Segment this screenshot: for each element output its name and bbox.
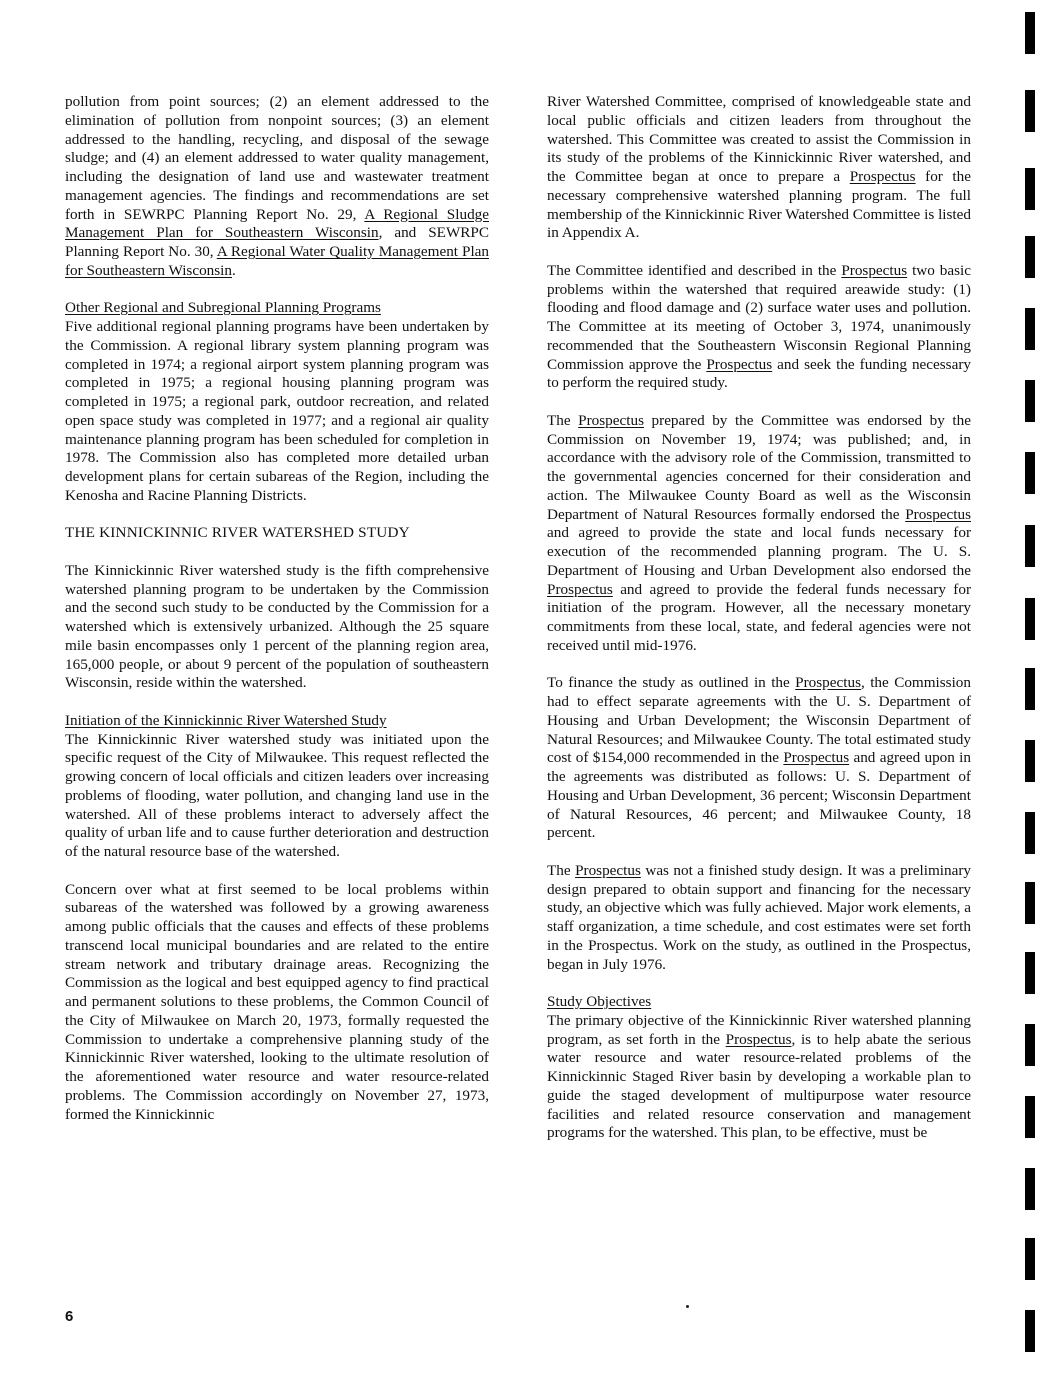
paragraph-identified: The Committee identified and described in the Prospectus two basic problems within the watershed that required areawide study: (1) flooding and flood damage and (2) surface water uses and pollution. The Committee at its meeting of October 3, 1974, unanimously recommended that the Southeastern Wisconsin Regional Planning Commission approve the Prospectus and seek the funding necessary to perform the required study. bbox=[547, 261, 971, 392]
paragraph-design: The Prospectus was not a finished study design. It was a preliminary design prepared to obtain support and financing for the necessary study, an objective which was fully achieved. Major work elements, a staff organization, a time schedule, and cost estimates were set forth in the Prospectus. Work on the study, as outlined in the Prospectus, began in July 1976. bbox=[547, 861, 971, 973]
objectives-heading: Study Objectives bbox=[547, 993, 652, 1010]
binding-mark bbox=[1025, 598, 1035, 640]
report-30-title: A Regional Water Quality Management Plan for Southeastern Wisconsin bbox=[65, 243, 489, 279]
other-programs-heading: Other Regional and Subregional Planning Programs bbox=[65, 299, 381, 317]
binding-mark bbox=[1025, 1096, 1035, 1138]
binding-mark bbox=[1025, 1024, 1035, 1066]
prospectus-ref: Prospectus bbox=[725, 1030, 792, 1048]
binding-mark bbox=[1025, 380, 1035, 422]
paragraph-prepared: The Prospectus prepared by the Committee was endorsed by the Commission on November 19, 1974; was published; and, in accordance with the advisory role of the Commission, transmitted to the governmental agencies concerned for their consideration and action. The Milwaukee County Board as well as the Wisconsin Department of Natural Resources formally endorsed the Prospectus and agreed to provide the state and local funds necessary for execution of the recommended planning program. The U. S. Department of Housing and Urban Development also endorsed the Prospectus and agreed to provide the federal funds necessary for initiation of the program. However, all the necessary monetary commitments from these local, state, and federal agencies were not received until mid-1976. bbox=[547, 411, 971, 654]
paragraph-regional-plans: pollution from point sources; (2) an element addressed to the elimination of pollution from nonpoint sources; (3) an element addressed to the handling, recycling, and disposal of the sewage sludge; and (4) an element addressed to water quality management, including the designation of land use and wastewater treatment management agencies. The findings and recommendations are set forth in SEWRPC Planning Report No. 29, A Regional Sludge Management Plan for Southeastern Wisconsin, and SEWRPC Planning Report No. 30, A Regional Water Quality Management Plan for Southeastern Wisconsin. bbox=[65, 93, 489, 279]
section-title: THE KINNICKINNIC RIVER WATERSHED STUDY bbox=[65, 524, 410, 542]
binding-mark bbox=[1025, 168, 1035, 210]
speck-mark bbox=[686, 1305, 689, 1308]
prospectus-ref: Prospectus bbox=[575, 861, 641, 879]
prospectus-ref: Prospectus bbox=[783, 749, 850, 767]
binding-mark bbox=[1025, 882, 1035, 924]
binding-mark bbox=[1025, 1168, 1035, 1210]
initiation-heading: Initiation of the Kinnickinnic River Watershed Study bbox=[65, 711, 387, 729]
page-number: 6 bbox=[65, 1308, 74, 1325]
paragraph-committee: River Watershed Committee, comprised of knowledgeable state and local public officials and citizen leaders from throughout the watershed. This Committee was created to assist the Commission in its study of the problems of the Kinnickinnic River watershed, and the Committee began at once to prepare a Prospectus for the necessary comprehensive watershed planning program. The full membership of the Kinnickinnic River Watershed Committee is listed in Appendix A. bbox=[547, 93, 971, 242]
paragraph-study-intro: The Kinnickinnic River watershed study is the fifth comprehensive watershed planning program to be undertaken by the Commission and the second such study to be conducted by the Commission for a watershed which is extensively urbanized. Although the 25 square mile basin encompasses only 1 percent of the planning region area, 165,000 people, or about 9 percent of the population of southeastern Wisconsin, reside within the watershed. bbox=[65, 561, 489, 692]
left-column bbox=[65, 93, 489, 1124]
binding-mark bbox=[1025, 236, 1035, 278]
prospectus-ref: Prospectus bbox=[849, 168, 916, 185]
binding-mark bbox=[1025, 740, 1035, 782]
prospectus-ref: Prospectus bbox=[841, 261, 908, 279]
binding-mark bbox=[1025, 525, 1035, 567]
paragraph-other-programs: Five additional regional planning programs have been undertaken by the Commission. A regional library system planning program was completed in 1974; a regional airport system planning program was completed in 1975; a regional housing planning program was completed in 1975; a regional park, outdoor recreation, and related open space study was completed in 1977; and a regional air quality maintenance planning program has been scheduled for completion in 1978. The Commission also has completed more detailed urban development plans for certain subareas of the Region, including the Kenosha and Racine Planning Districts. bbox=[65, 318, 489, 504]
binding-mark bbox=[1025, 952, 1035, 994]
binding-mark bbox=[1025, 812, 1035, 854]
prospectus-ref: Prospectus bbox=[578, 411, 644, 429]
right-column bbox=[547, 93, 971, 1143]
binding-mark bbox=[1025, 1238, 1035, 1280]
prospectus-ref: Prospectus bbox=[547, 580, 613, 598]
paragraph-initiation: The Kinnickinnic River watershed study was initiated upon the specific request of the City of Milwaukee. This request reflected the growing concern of local officials and citizen leaders over increasing problems of flooding, water pollution, and changing land use in the watershed. All of these problems interact to adversely affect the quality of urban life and to cause further deterioration and destruction of the natural resource base of the watershed. bbox=[65, 730, 489, 860]
paragraph-objectives: The primary objective of the Kinnickinnic River watershed planning program, as set forth in the Prospectus, is to help abate the serious water resource and water resource-related problems of the Kinnickinnic Staged River basin by developing a workable plan to guide the staged development of multipurpose water resource facilities and related resource conservation and management programs for the watershed. This plan, to be effective, must be bbox=[547, 1011, 971, 1142]
binding-mark bbox=[1025, 452, 1035, 494]
binding-mark bbox=[1025, 668, 1035, 710]
binding-mark bbox=[1025, 90, 1035, 132]
prospectus-ref: Prospectus bbox=[706, 355, 773, 373]
prospectus-ref: Prospectus bbox=[795, 674, 861, 692]
binding-mark bbox=[1025, 308, 1035, 350]
binding-mark bbox=[1025, 12, 1035, 54]
prospectus-ref: Prospectus bbox=[905, 505, 971, 523]
paragraph-concern: Concern over what at first seemed to be local problems within subareas of the watershed was followed by a growing awareness among public officials that the causes and effects of these problems transcend local municipal boundaries and are related to the entire stream network and tributary drainage areas. Recognizing the Commission as the logical and best equipped agency to find practical and permanent solutions to these problems, the Common Council of the City of Milwaukee on March 20, 1973, formally requested the Commission to undertake a comprehensive planning study of the Kinnickinnic River watershed, looking to the ultimate resolution of the aforementioned water resource and water resource-related problems. The Commission accordingly on November 27, 1973, formed the Kinnickinnic bbox=[65, 880, 489, 1123]
paragraph-finance: To finance the study as outlined in the Prospectus, the Commission had to effect separate agreements with the U. S. Department of Housing and Urban Development; the Wisconsin Department of Natural Resources; and Milwaukee County. The total estimated study cost of $154,000 recommended in the Prospectus and agreed upon in the agreements was distributed as follows: U. S. Department of Housing and Urban Development, 36 percent; Wisconsin Department of Natural Resources, 46 percent; and Milwaukee County, 18 percent. bbox=[547, 674, 971, 842]
report-29-title: A Regional Sludge Management Plan for Southeastern Wisconsin bbox=[65, 205, 489, 242]
binding-mark bbox=[1025, 1310, 1035, 1352]
